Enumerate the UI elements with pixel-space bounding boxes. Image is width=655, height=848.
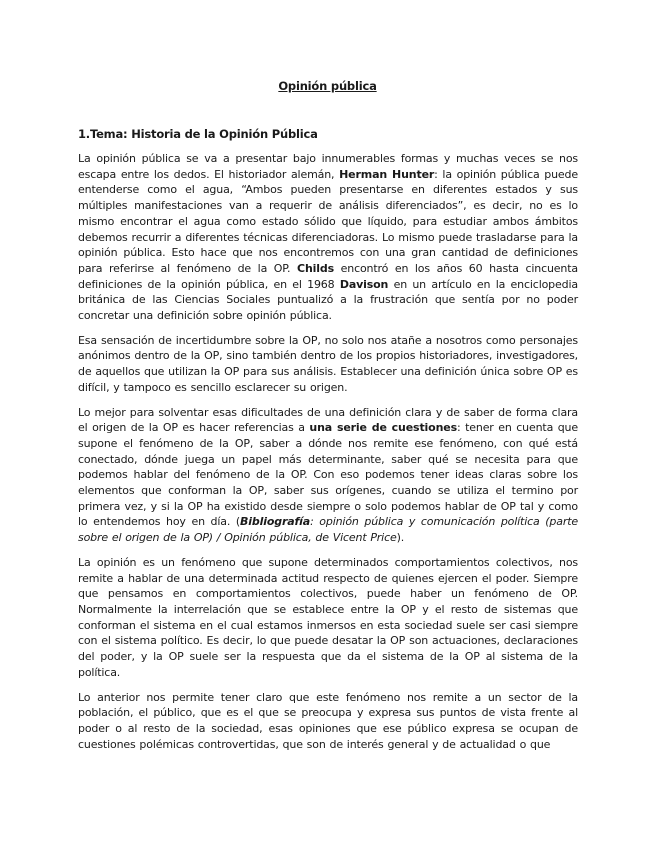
document-body [78,151,578,761]
page-title: Opinión pública [278,79,377,93]
paragraph-3-text-c: ). [396,531,405,545]
emphasis-series: una serie de cuestiones [309,421,457,435]
paragraph-1-text-d: en un artículo en la enciclopedia británica de las Ciencias Sociales puntualizó a la frustración que sentía por no poder concretar una definición sobre opinión pública. [78,277,578,323]
author-davison: Davison [339,277,389,291]
bibliography-text: : opinión pública y comunicación política (parte sobre el origen de la OP) / Opinión pública, de Vicent Price [78,515,578,545]
paragraph-4: La opinión es un fenómeno que supone determinados comportamientos colectivos, nos remite a hablar de una determinada actitud respecto de quienes ejercen el poder. Siempre que pensamos en comportamientos colectivos, puede haber un fenómeno de OP. Normalmente la interrelación que se establece entre la OP y el resto de sistemas que conforman el sistema en el cual estamos inmersos en esta sociedad suele ser casi siempre con el sistema político. Es decir, lo que puede desatar la OP son actuaciones, declaraciones del poder, y la OP suele ser la respuesta que da el sistema de la OP al sistema de la política. [78,555,578,679]
author-childs: Childs [297,261,334,275]
paragraph-1 [78,151,578,324]
bibliography-label: Bibliografía [240,515,311,529]
paragraph-3-text-a: Lo mejor para solventar esas dificultades de una definición clara y de saber de forma clara el origen de la OP es hacer referencias a [78,405,578,435]
author-hunter: Herman Hunter [339,167,435,181]
paragraph-3-text-b: : tener en cuenta que supone el fenómeno de la OP, saber a dónde nos remite ese fenómeno, con qué está conectado, dónde juega un papel más determinante, saber qué se necesita para que podemos hablar del fenómeno de la OP. Con eso podemos tener ideas claras sobre los elementos que conforman la OP, saber sus orígenes, cuando se utiliza el termino por primera vez, y si la OP ha existido desde siempre o solo podemos hablar de OP tal y como lo entendemos hoy en día. ( [78,421,578,529]
paragraph-2: Esa sensación de incertidumbre sobre la OP, no solo nos atañe a nosotros como personajes anónimos dentro de la OP, sino también dentro de los propios historiadores, investigadores, de aquellos que utilizan la OP para sus análisis. Establecer una definición única sobre OP es difícil, y tampoco es sencillo esclarecer su origen. [78,333,578,394]
paragraph-5: Lo anterior nos permite tener claro que este fenómeno nos remite a un sector de la población, el público, que es el que se preocupa y expresa sus puntos de vista frente al poder o al resto de la sociedad, esas opiniones que ese público expresa se ocupan de cuestiones polémicas controvertidas, que son de interés general y de actualidad o que [78,690,578,751]
paragraph-1-text-b: : la opinión pública puede entenderse como el agua, “Ambos pueden presentarse en diferentes estados y sus múltiples manifestaciones van a requerir de análisis diferenciados”, es decir, no es lo mismo encontrar el agua como estado sólido que líquido, para estudiar ambos ámbitos debemos recurrir a diferentes técnicas diferenciadoras. Lo mismo puede trasladarse para la opinión pública. Esto hace que nos encontremos con una gran cantidad de definiciones para referirse al fenómeno de la OP. [78,167,578,275]
paragraph-1-text-c: encontró en los años 60 hasta cincuenta definiciones de la opinión pública, en el 1968 [78,261,578,291]
paragraph-1-text-a: La opinión pública se va a presentar bajo innumerables formas y muchas veces se nos escapa entre los dedos. El historiador alemán, [78,152,578,181]
section-heading: 1.Tema: Historia de la Opinión Pública [78,127,318,141]
paragraph-3 [78,405,578,546]
